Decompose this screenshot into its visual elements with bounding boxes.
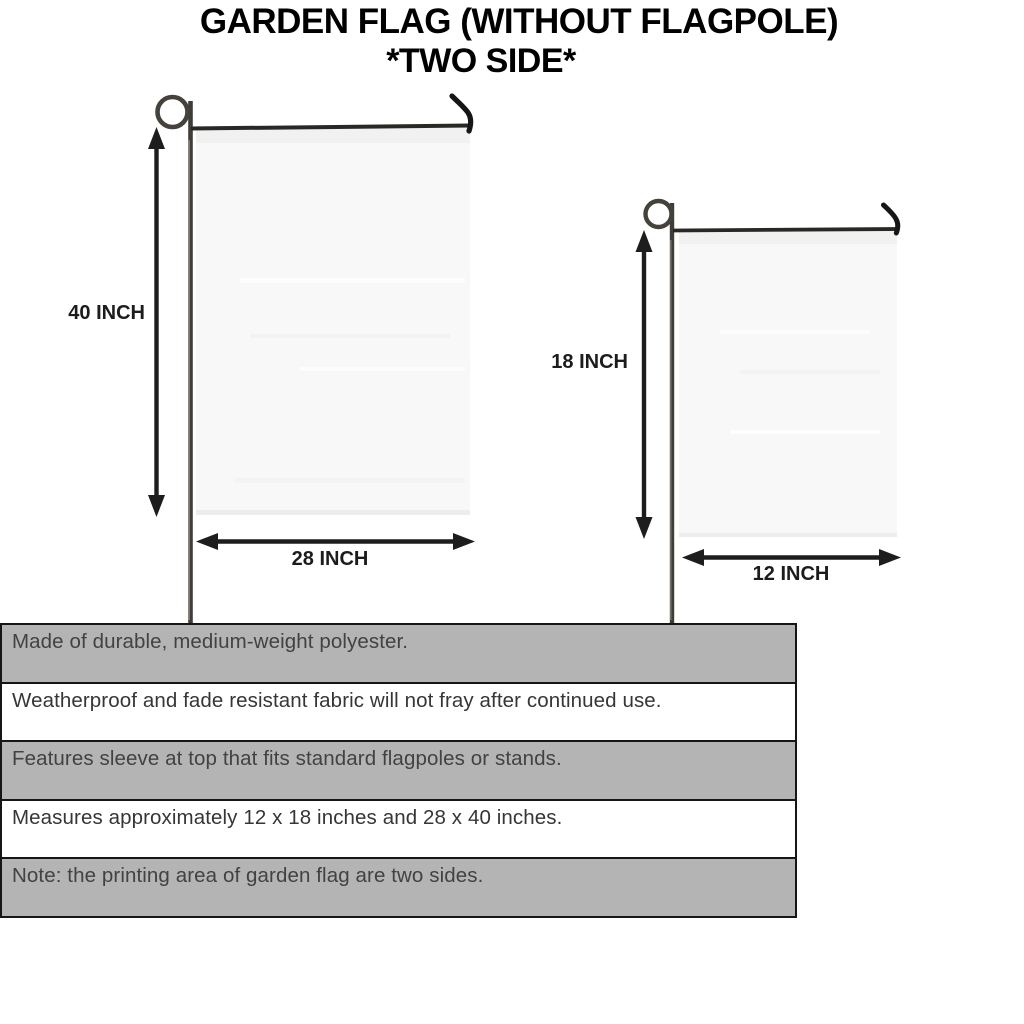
small-flag-height-arrow — [636, 230, 653, 539]
spec-row-sleeve: Features sleeve at top that fits standard flagpoles or stands. — [2, 740, 795, 799]
spec-row-material: Made of durable, medium-weight polyester. — [2, 625, 795, 682]
small-flag-height-label: 18 INCH — [551, 351, 628, 373]
large-flag-canvas — [196, 126, 470, 515]
small-flag-stand-loop-icon — [646, 201, 672, 227]
spec-row-note: Note: the printing area of garden flag are two sides. — [2, 857, 795, 916]
large-flag — [148, 96, 475, 626]
large-flag-stand-loop-icon — [158, 97, 188, 127]
page-title-line2: *TWO SIDE* — [386, 41, 576, 80]
spec-table — [0, 623, 797, 918]
spec-row-weatherproof: Weatherproof and fade resistant fabric will not fray after continued use. — [2, 682, 795, 741]
small-flag-width-label: 12 INCH — [752, 563, 830, 585]
page-title-line1: GARDEN FLAG (WITHOUT FLAGPOLE) — [199, 2, 839, 41]
large-flag-width-label: 28 INCH — [291, 548, 369, 570]
spec-row-measures: Measures approximately 12 x 18 inches and 28 x 40 inches. — [2, 799, 795, 858]
small-flag-canvas — [679, 229, 897, 537]
small-flag-hanger-bar — [673, 229, 897, 231]
large-flag-height-label: 40 INCH — [68, 302, 145, 324]
large-flag-height-arrow — [148, 127, 165, 517]
